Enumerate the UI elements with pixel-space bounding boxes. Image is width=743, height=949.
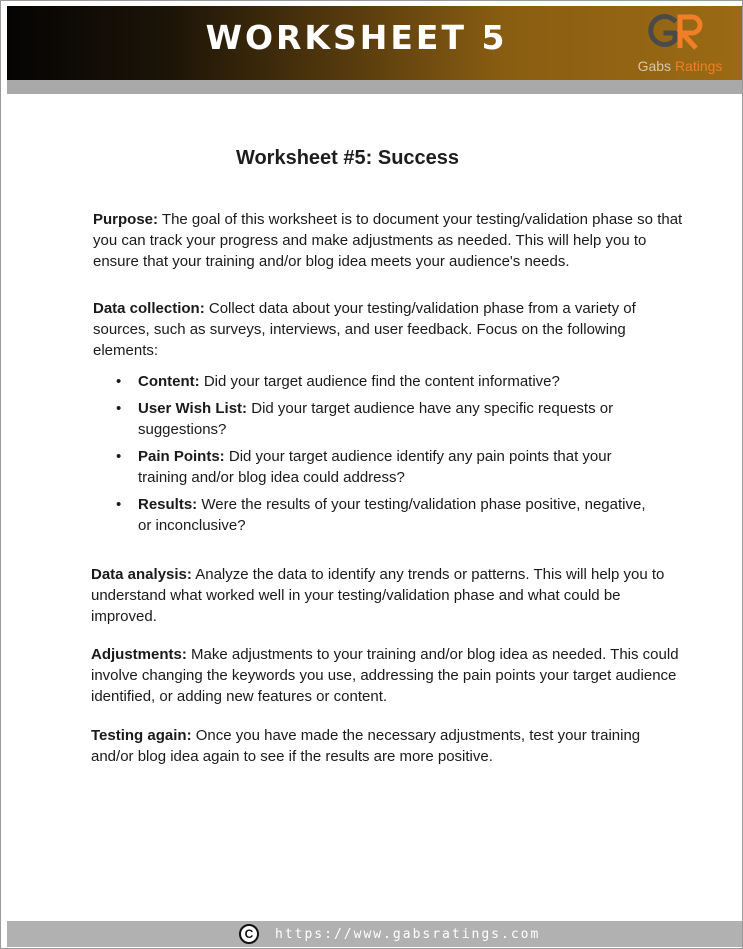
list-item	[111, 398, 651, 440]
elements-list	[111, 371, 651, 542]
gabs-ratings-logo	[630, 10, 730, 78]
testing-again-label: Testing again:	[91, 727, 192, 744]
purpose-paragraph	[93, 209, 683, 272]
element-label: Pain Points:	[138, 448, 225, 465]
list-item	[111, 446, 651, 488]
purpose-label: Purpose:	[93, 211, 159, 228]
data-collection-label: Data collection:	[93, 300, 205, 317]
data-collection-text: Collect data about your testing/validation phase from a variety of sources, such as surveys, interviews, and user feedback. Focus on the following elements:	[93, 300, 636, 359]
purpose-text: The goal of this worksheet is to document your testing/validation phase so that you can track your progress and make adjustments as needed. This will help you to ensure that your training and/or blog idea meets your audience's needs.	[93, 211, 683, 270]
footer-band	[7, 921, 742, 947]
copyright-icon: C	[239, 924, 259, 944]
element-label: Content:	[138, 373, 200, 390]
adjustments-text: Make adjustments to your training and/or blog idea as needed. This could involve changing the keywords you use, addressing the pain points your target audience identified, or adding new features or content.	[91, 646, 679, 705]
testing-again-paragraph	[91, 725, 681, 767]
list-item	[111, 371, 651, 392]
footer-content	[239, 923, 540, 945]
footer-url-link[interactable]: https://www.gabsratings.com	[275, 926, 541, 942]
adjustments-paragraph	[91, 644, 681, 707]
logo-wordmark	[630, 58, 730, 74]
header-gray-band	[7, 80, 742, 94]
document-title: Worksheet #5: Success	[235, 147, 460, 169]
element-label: User Wish List:	[138, 400, 248, 417]
header-banner	[7, 6, 742, 80]
logo-name-ratings: Ratings	[674, 58, 723, 74]
element-text: Were the results of your testing/validation phase positive, negative, or inconclusive?	[138, 496, 646, 534]
list-item	[111, 494, 651, 536]
element-text: Did your target audience identify any pain points that your training and/or blog idea could address?	[138, 448, 612, 486]
adjustments-label: Adjustments:	[91, 646, 187, 663]
element-text: Did your target audience have any specific requests or suggestions?	[138, 400, 614, 438]
element-text: Did your target audience find the content informative?	[199, 373, 560, 390]
banner-title: WORKSHEET 5	[205, 18, 508, 57]
data-collection-paragraph	[93, 298, 683, 361]
testing-again-text: Once you have made the necessary adjustments, test your training and/or blog idea again to see if the results are more positive.	[91, 727, 641, 765]
data-analysis-text: Analyze the data to identify any trends or patterns. This will help you to understand what worked well in your testing/validation phase and what could be improved.	[91, 566, 665, 625]
data-analysis-label: Data analysis:	[91, 566, 192, 583]
gr-monogram-icon	[644, 12, 716, 52]
logo-name-gabs: Gabs	[637, 58, 672, 74]
element-label: Results:	[138, 496, 198, 513]
data-analysis-paragraph	[91, 564, 681, 627]
